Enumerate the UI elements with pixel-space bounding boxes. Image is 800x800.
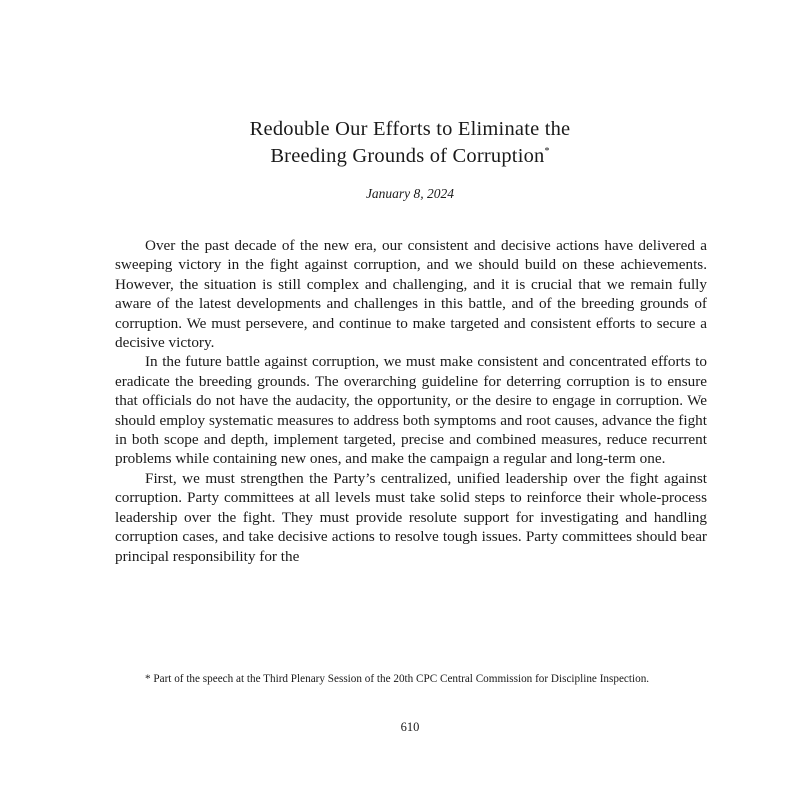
page-number: 610 — [400, 720, 420, 734]
page-title — [100, 116, 720, 170]
footnote: * Part of the speech at the Third Plenary Session of the 20th CPC Central Commission for Discipline Inspection. — [145, 673, 650, 685]
body-text — [115, 236, 707, 566]
title-line-1: Redouble Our Efforts to Eliminate the — [249, 118, 571, 140]
paragraph-3: First, we must strengthen the Party’s centralized, unified leadership over the fight against corruption. Party committees at all levels must take solid steps to reinforce their whole-process leadership over the fight. They must provide resolute support for investigating and handling corruption cases, and take decisive actions to resolve tough issues. Party committees should bear principal responsibility for the — [115, 469, 707, 565]
title-line-2: Breeding Grounds of Corruption — [270, 145, 545, 167]
paragraph-2: In the future battle against corruption, we must make consistent and concentrated efforts to eradicate the breeding grounds. The overarching guideline for deterring corruption is to ensure that officials do not have the audacity, the opportunity, or the desire to engage in corruption. We should employ systematic measures to address both symptoms and root causes, advance the fight in both scope and depth, implement targeted, precise and combined measures, reduce recurrent problems while containing new ones, and make the campaign a regular and long-term one. — [115, 353, 707, 468]
document-date: January 8, 2024 — [365, 186, 455, 201]
paragraph-1: Over the past decade of the new era, our consistent and decisive actions have delivered a sweeping victory in the fight against corruption, and we should build on these achievements. However, the situation is still complex and challenging, and it is crucial that we remain fully aware of the latest developments and challenges in this battle, and of the breeding grounds of corruption. We must persevere, and continue to make targeted and consistent efforts to secure a decisive victory. — [115, 237, 707, 352]
title-footnote-marker: * — [544, 146, 550, 158]
